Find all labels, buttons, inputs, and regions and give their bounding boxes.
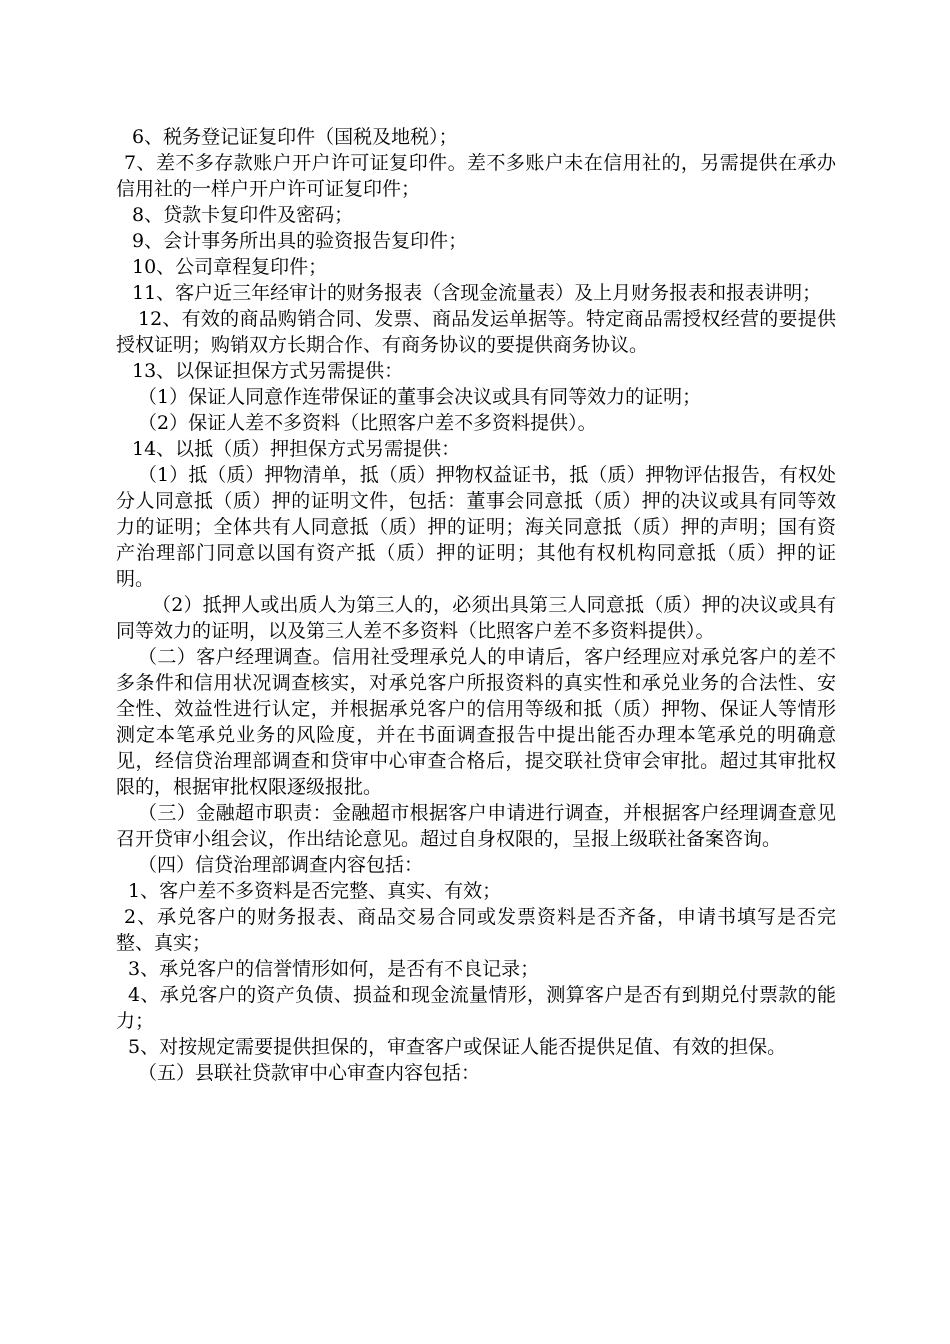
paragraph-section-5: （五）县联社贷款审中心审查内容包括：	[138, 1062, 481, 1084]
paragraph-pledge-1: （1）抵（质）押物清单，抵（质）押物权益证书，抵（质）押物评估报告，有权处分人同意抵（质）押的证明文件，包括：董事会同意抵（质）押的决议或具有同等效力的证明；全体共有人同意抵（质）押的证明；海关同意抵（质）押的声明；国有资产治理部门同意以国有资产抵（质）押的证明；其他有权机构同意抵（质）押的证明。	[116, 464, 836, 590]
paragraph-pledge-2: （2）抵押人或出质人为第三人的，必须出具第三人同意抵（质）押的决议或具有同等效力的证明，以及第三人差不多资料（比照客户差不多资料提供）。	[116, 594, 836, 642]
paragraph-item-11: 11、客户近三年经审计的财务报表（含现金流量表）及上月财务报表和报表讲明；	[132, 282, 822, 304]
paragraph-check-3: 3、承兑客户的信誉情形如何，是否有不良记录；	[128, 958, 540, 980]
paragraph-item-9: 9、会计事务所出具的验资报告复印件；	[132, 230, 468, 252]
paragraph-section-3: （三）金融超市职责：金融超市根据客户申请进行调查，并根据客户经理调查意见召开贷审小组会议，作出结论意见。超过自身权限的，呈报上级联社备案咨询。	[116, 802, 836, 850]
paragraph-item-12: 12、有效的商品购销合同、发票、商品发运单据等。特定商品需授权经营的要提供授权证明；购销双方长期合作、有商务协议的要提供商务协议。	[116, 308, 836, 356]
paragraph-check-5: 5、对按规定需要提供担保的，审查客户或保证人能否提供足值、有效的担保。	[128, 1036, 787, 1058]
paragraph-item-8: 8、贷款卡复印件及密码；	[132, 204, 354, 226]
paragraph-item-10: 10、公司章程复印件；	[132, 256, 328, 278]
paragraph-section-4: （四）信贷治理部调查内容包括：	[138, 854, 424, 876]
paragraph-check-1: 1、客户差不多资料是否完整、真实、有效；	[128, 880, 502, 902]
paragraph-check-4: 4、承兑客户的资产负债、损益和现金流量情形，测算客户是否有到期兑付票款的能力；	[116, 984, 836, 1032]
paragraph-item-14: 14、以抵（质）押担保方式另需提供：	[132, 438, 461, 460]
paragraph-item-7: 7、差不多存款账户开户许可证复印件。差不多账户未在信用社的，另需提供在承办信用社的一样户开户许可证复印件；	[116, 152, 836, 200]
paragraph-section-2: （二）客户经理调查。信用社受理承兑人的申请后，客户经理应对承兑客户的差不多条件和信用状况调查核实，对承兑客户所报资料的真实性和承兑业务的合法性、安全性、效益性进行认定，并根据承兑客户的信用等级和抵（质）押物、保证人等情形测定本笔承兑业务的风险度，并在书面调查报告中提出能否办理本笔承兑的明确意见，经信贷治理部调查和贷审中心审查合格后，提交联社贷审会审批。超过其审批权限的，根据审批权限逐级报批。	[116, 646, 836, 798]
paragraph-item-6: 6、税务登记证复印件（国税及地税）；	[132, 126, 458, 148]
document-body	[116, 124, 836, 1086]
paragraph-guarantee-2: （2）保证人差不多资料（比照客户差不多资料提供）。	[138, 412, 597, 434]
paragraph-guarantee-1: （1）保证人同意作连带保证的董事会决议或具有同等效力的证明；	[138, 386, 702, 408]
paragraph-item-13: 13、以保证担保方式另需提供：	[132, 360, 404, 382]
paragraph-check-2: 2、承兑客户的财务报表、商品交易合同或发票资料是否齐备，申请书填写是否完整、真实；	[116, 906, 836, 954]
